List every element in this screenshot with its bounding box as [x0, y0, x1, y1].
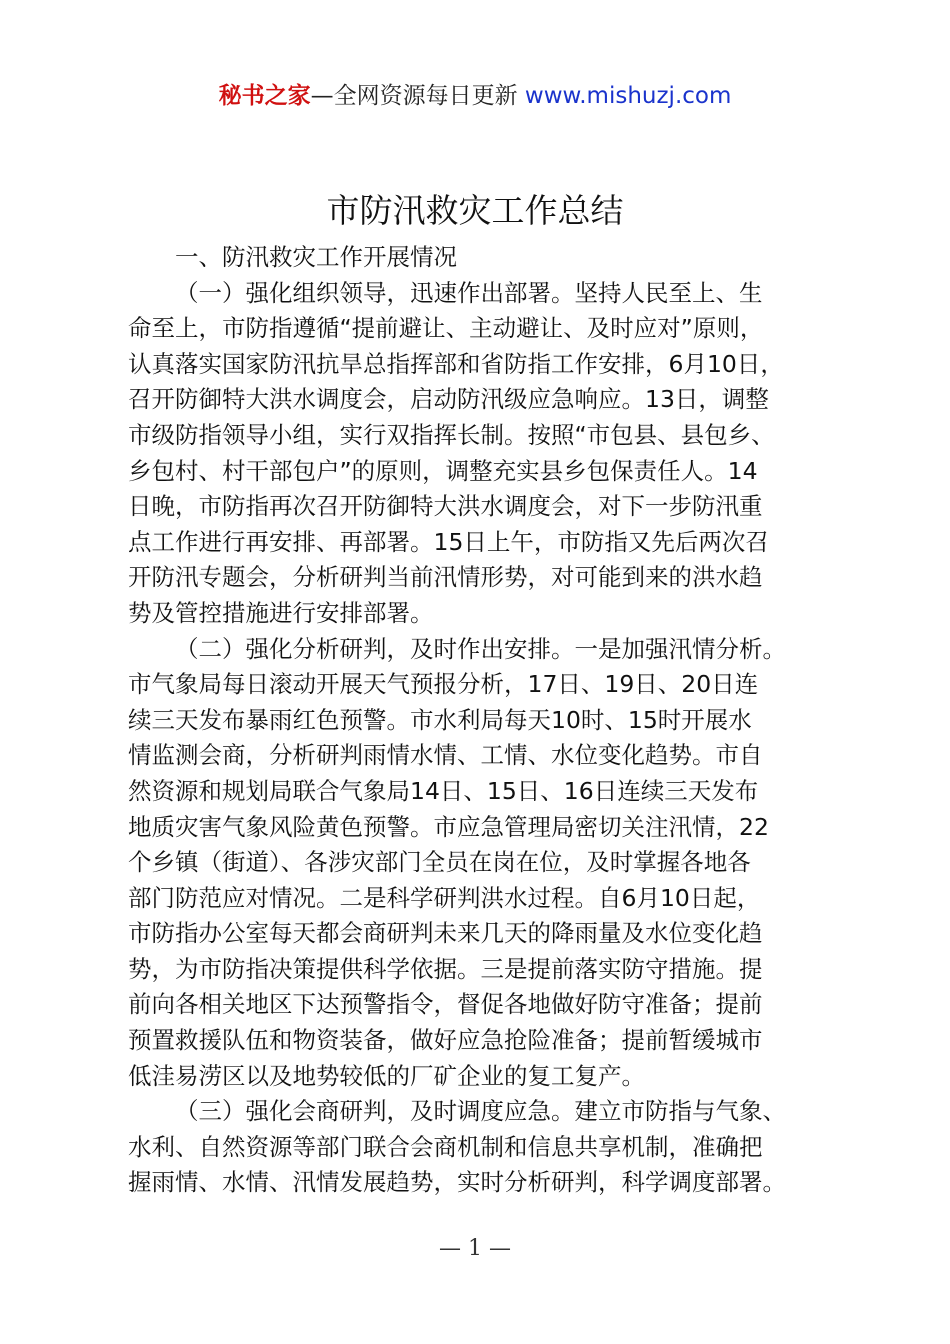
site-header	[0, 80, 950, 112]
site-url-link[interactable]: www.mishuzj.com	[524, 83, 732, 109]
paragraph-line: 乡包村、村干部包户”的原则，调整充实县乡包保责任人。14	[128, 456, 758, 485]
paragraph-line: 开防汛专题会，分析研判当前汛情形势，对可能到来的洪水趋	[128, 563, 763, 592]
paragraph-line: 市级防指领导小组，实行双指挥长制。按照“市包县、县包乡、	[128, 420, 775, 449]
paragraph-line: 预置救援队伍和物资装备，做好应急抢险准备；提前暂缓城市	[128, 1026, 763, 1055]
paragraph-line: 召开防御特大洪水调度会，启动防汛级应急响应。13日，调整	[128, 385, 769, 414]
paragraph-line: 部门防范应对情况。二是科学研判洪水过程。自6月10日起，	[128, 883, 761, 912]
paragraph-line: 地质灾害气象风险黄色预警。市应急管理局密切关注汛情，22	[128, 812, 769, 841]
paragraph-line: （二）强化分析研判，及时作出安排。一是加强汛情分析。	[175, 634, 786, 663]
site-brand: 秘书之家	[218, 83, 311, 109]
paragraph-line: 前向各相关地区下达预警指令，督促各地做好防守准备；提前	[128, 990, 763, 1019]
paragraph-line: （一）强化组织领导，迅速作出部署。坚持人民至上、生	[175, 278, 763, 307]
paragraph-line: 情监测会商，分析研判雨情水情、工情、水位变化趋势。市自	[128, 741, 763, 770]
paragraph-line: 低洼易涝区以及地势较低的厂矿企业的复工复产。	[128, 1061, 645, 1090]
paragraph-line: 势，为市防指决策提供科学依据。三是提前落实防守措施。提	[128, 954, 763, 983]
document-title: 市防汛救灾工作总结	[326, 191, 624, 230]
document-body	[128, 240, 850, 1201]
paragraph-line: 点工作进行再安排、再部署。15日上午，市防指又先后两次召	[128, 527, 769, 556]
paragraph-line: 续三天发布暴雨红色预警。市水利局每天10时、15时开展水	[128, 705, 752, 734]
page-number: — 1 —	[439, 1236, 511, 1261]
paragraph-line: 势及管控措施进行安排部署。	[128, 598, 434, 627]
site-tagline: —全网资源每日更新	[310, 83, 525, 109]
paragraph-line: 认真落实国家防汛抗旱总指挥部和省防指工作安排，6月10日，	[128, 349, 784, 378]
paragraph-line: 个乡镇（街道）、各涉灾部门全员在岗在位，及时掌握各地各	[128, 848, 751, 877]
paragraph-line: 市气象局每日滚动开展天气预报分析，17日、19日、20日连	[128, 670, 759, 699]
paragraph-line: （三）强化会商研判，及时调度应急。建立市防指与气象、	[175, 1097, 786, 1126]
paragraph-line: 握雨情、水情、汛情发展趋势，实时分析研判，科学调度部署。	[128, 1168, 786, 1197]
paragraph-line: 水利、自然资源等部门联合会商机制和信息共享机制，准确把	[128, 1132, 763, 1161]
paragraph-line: 然资源和规划局联合气象局14日、15日、16日连续三天发布	[128, 776, 759, 805]
paragraph-line: 命至上，市防指遵循“提前避让、主动避让、及时应对”原则，	[128, 314, 764, 343]
section-heading: 一、防汛救灾工作开展情况	[175, 243, 457, 271]
paragraph-line: 日晚，市防指再次召开防御特大洪水调度会，对下一步防汛重	[128, 492, 763, 521]
paragraph-line: 市防指办公室每天都会商研判未来几天的降雨量及水位变化趋	[128, 919, 763, 948]
